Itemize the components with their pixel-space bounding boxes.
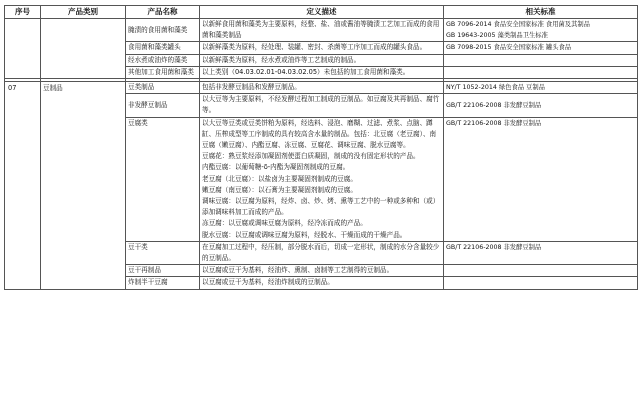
table-row xyxy=(5,82,638,94)
definition-text: 以大豆等为主要原料，不经发酵过程加工制成的豆制品。如豆腐及其再制品、腐竹等。 xyxy=(200,94,444,117)
definition-paragraph: 以大豆等豆类或豆类饼粕为原料，经选料、浸泡、磨糊、过滤、煮浆、点脑、蹲缸、压榨成型等工序制成的具有较高含水量的制品。包括：北豆腐（老豆腐）、南豆腐（嫩豆腐）、内酯豆腐、冻豆腐、豆腐花、调味豆腐、脱水豆腐等。 xyxy=(202,118,437,150)
standard-cell xyxy=(444,66,638,78)
definition-text: 以新鲜藻类为原料，经处理、装罐、密封、杀菌等工序加工而成的罐头食品。 xyxy=(200,42,444,54)
product-name: 非发酵豆制品 xyxy=(126,94,200,117)
standard-item: GB 7096-2014 食品安全国家标准 食用菌及其制品 xyxy=(446,21,590,28)
standard-item: GB/T 22106-2008 非发酵豆制品 xyxy=(446,101,542,109)
header-seq: 序号 xyxy=(5,6,41,19)
standard-cell xyxy=(444,19,638,42)
definition-paragraph: 嫩豆腐（南豆腐）：以石膏为主要凝固剂制成的豆腐。 xyxy=(202,185,357,194)
standard-cell xyxy=(444,94,638,117)
standard-item: GB/T 22106-2008 非发酵豆制品 xyxy=(446,243,542,251)
standard-item: GB 19643-2005 藻类制品卫生标准 xyxy=(446,32,548,40)
header-definition: 定义描述 xyxy=(200,6,444,19)
category-cell xyxy=(41,19,126,79)
definition-paragraph: 老豆腐（北豆腐）：以盐卤为主要凝固剂制成的豆腐。 xyxy=(202,174,357,183)
product-name: 豆腐类 xyxy=(126,117,200,241)
header-category: 产品类别 xyxy=(41,6,126,19)
definition-text: 以上类别（04.03.02.01-04.03.02.05）未包括的加工食用菌和藻类。 xyxy=(200,66,444,78)
standard-cell xyxy=(444,117,638,241)
product-name: 其他加工食用菌和藻类 xyxy=(126,66,200,78)
product-name: 豆干类 xyxy=(126,241,200,264)
standard-cell xyxy=(444,277,638,289)
definition-cell xyxy=(200,117,444,241)
standard-cell xyxy=(444,265,638,277)
product-name: 腌渍的食用菌和藻类 xyxy=(126,19,200,42)
header-row xyxy=(5,6,638,19)
definition-paragraph: 调味豆腐：以豆腐为原料，经炸、卤、炒、烤、熏等工艺中的一种或多种和（或）添加调味料加工而成的产品。 xyxy=(202,197,440,217)
definition-text: 在豆腐加工过程中，经压制，部分脱水而后，切成一定形状，制成的水分含量较少的豆制品。 xyxy=(200,241,444,264)
standard-item: NY/T 1052-2014 绿色食品 豆制品 xyxy=(446,84,545,92)
definition-text: 以豆腐或豆干为基料，经油炸制成的豆制品。 xyxy=(200,277,444,289)
definition-paragraph: 脱水豆腐：以豆腐或调味豆腐为原料，经脱水、干燥而成的干燥产品。 xyxy=(202,230,407,239)
product-name: 经水煮或油炸的藻类 xyxy=(126,54,200,66)
product-name: 食用菌和藻类罐头 xyxy=(126,42,200,54)
product-name: 豆干再制品 xyxy=(126,265,200,277)
header-name: 产品名称 xyxy=(126,6,200,19)
standard-cell xyxy=(444,82,638,94)
definition-paragraph: 冻豆腐：以豆腐或调味豆腐为原料，经冷冻而成的产品。 xyxy=(202,219,367,228)
header-standard: 相关标准 xyxy=(444,6,638,19)
standard-item: GB 7098-2015 食品安全国家标准 罐头食品 xyxy=(446,44,572,52)
seq-cell xyxy=(5,19,41,79)
product-name: 炸制半干豆腐 xyxy=(126,277,200,289)
definition-paragraph: 豆腐花：熟豆浆经添加凝固剂使蛋白质凝固，制成的没有固定形状的产品。 xyxy=(202,152,420,161)
definition-text: 包括非发酵豆制品和发酵豆制品。 xyxy=(200,82,444,94)
definition-text: 以新鲜藻类为原料，经水煮或油炸等工艺制成的制品。 xyxy=(200,54,444,66)
definition-text: 以新鲜食用菌和藻类为主要原料，经整、盐、油或酱油等腌渍工艺加工而成的食用菌和藻类制品 xyxy=(200,19,444,42)
standard-item: GB/T 22106-2008 非发酵豆制品 xyxy=(446,119,542,127)
standard-cell xyxy=(444,241,638,264)
table-row xyxy=(5,19,638,42)
section-number: 07 xyxy=(5,82,41,290)
product-name: 豆类制品 xyxy=(126,82,200,94)
definition-paragraph: 内酯豆腐：以葡萄糖-δ-内酯为凝固剂制成的豆腐。 xyxy=(202,163,350,172)
product-standards-table xyxy=(4,5,638,290)
definition-text: 以豆腐或豆干为基料，经油炸、熏制、卤制等工艺制得的豆制品。 xyxy=(200,265,444,277)
section-category: 豆制品 xyxy=(41,82,126,290)
standard-cell xyxy=(444,42,638,54)
standard-cell xyxy=(444,54,638,66)
